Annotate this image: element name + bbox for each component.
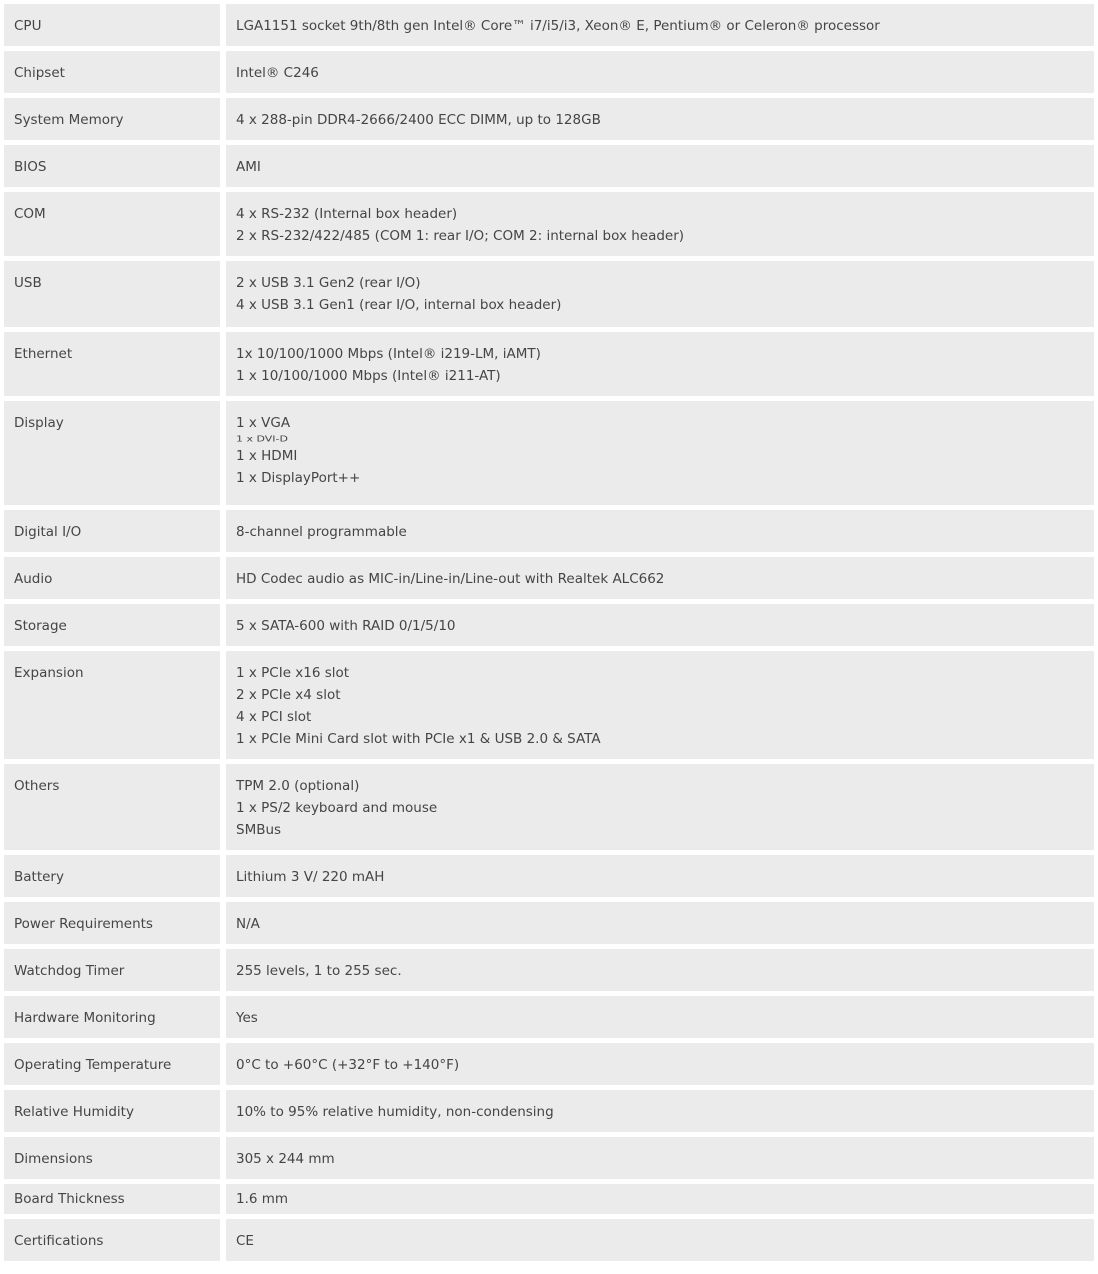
spec-value [226, 192, 1094, 256]
spec-value [226, 902, 1094, 944]
spec-value-line: 1 x VGA [236, 415, 291, 431]
spec-label: Display [4, 401, 220, 505]
spec-label: Watchdog Timer [4, 949, 220, 991]
spec-label: CPU [4, 4, 220, 46]
spec-label: Operating Temperature [4, 1043, 220, 1085]
spec-value-line: 4 x USB 3.1 Gen1 (rear I/O, internal box header) [236, 297, 562, 313]
spec-value-line: LGA1151 socket 9th/8th gen Intel® Core™ i7/i5/i3, Xeon® E, Pentium® or Celeron® processor [236, 18, 880, 34]
spec-value-line: AMI [236, 159, 261, 175]
spec-value-line: 1 x PCIe Mini Card slot with PCIe x1 & USB 2.0 & SATA [236, 731, 601, 747]
spec-label: Certifications [4, 1219, 220, 1261]
spec-table [4, 4, 1094, 1261]
spec-value-line: 305 x 244 mm [236, 1151, 335, 1167]
spec-value [226, 557, 1094, 599]
spec-value [226, 401, 1094, 505]
spec-value-line: Yes [236, 1010, 258, 1026]
spec-value-line: 10% to 95% relative humidity, non-condensing [236, 1104, 554, 1120]
spec-label: Hardware Monitoring [4, 996, 220, 1038]
spec-value [226, 1184, 1094, 1214]
spec-label: System Memory [4, 98, 220, 140]
spec-value [226, 145, 1094, 187]
spec-value [226, 1090, 1094, 1132]
spec-value-line: 2 x PCIe x4 slot [236, 687, 341, 703]
spec-value-line: 4 x PCI slot [236, 709, 312, 725]
spec-label: Dimensions [4, 1137, 220, 1179]
spec-label: Expansion [4, 651, 220, 759]
spec-value [226, 855, 1094, 897]
spec-value [226, 949, 1094, 991]
spec-value-line: CE [236, 1233, 254, 1249]
spec-value [226, 51, 1094, 93]
spec-value-line: SMBus [236, 822, 282, 838]
spec-value [226, 1137, 1094, 1179]
spec-value [226, 1043, 1094, 1085]
spec-value [226, 996, 1094, 1038]
spec-value-line: 8-channel programmable [236, 524, 407, 540]
spec-value [226, 1219, 1094, 1261]
spec-label: Others [4, 764, 220, 850]
spec-value-line: 0°C to +60°C (+32°F to +140°F) [236, 1057, 460, 1073]
spec-value-line: 2 x USB 3.1 Gen2 (rear I/O) [236, 275, 421, 291]
spec-value-line: HD Codec audio as MIC-in/Line-in/Line-out with Realtek ALC662 [236, 571, 665, 587]
spec-value-line: 1 x DisplayPort++ [236, 470, 361, 486]
spec-value-line: TPM 2.0 (optional) [236, 778, 360, 794]
spec-label: Relative Humidity [4, 1090, 220, 1132]
spec-value [226, 651, 1094, 759]
spec-value [226, 604, 1094, 646]
spec-value-line: 1 x 10/100/1000 Mbps (Intel® i211-AT) [236, 368, 501, 384]
spec-value [226, 261, 1094, 327]
spec-value-line: 2 x RS-232/422/485 (COM 1: rear I/O; COM 2: internal box header) [236, 228, 685, 244]
spec-value [226, 764, 1094, 850]
spec-label: Board Thickness [4, 1184, 220, 1214]
spec-value [226, 4, 1094, 46]
spec-value-line: Lithium 3 V/ 220 mAH [236, 869, 385, 885]
spec-value-line: 1 x PS/2 keyboard and mouse [236, 800, 438, 816]
spec-value-line: 1 x DVI-D [236, 434, 288, 443]
spec-label: Ethernet [4, 332, 220, 396]
spec-label: COM [4, 192, 220, 256]
spec-label: USB [4, 261, 220, 327]
spec-label: Chipset [4, 51, 220, 93]
spec-value-line: 1x 10/100/1000 Mbps (Intel® i219-LM, iAMT) [236, 346, 541, 362]
spec-value-line: 5 x SATA-600 with RAID 0/1/5/10 [236, 618, 456, 634]
spec-label: Audio [4, 557, 220, 599]
spec-label: Battery [4, 855, 220, 897]
spec-value [226, 510, 1094, 552]
spec-value-line: Intel® C246 [236, 65, 319, 81]
spec-label: Power Requirements [4, 902, 220, 944]
spec-value [226, 332, 1094, 396]
spec-value-line: 1.6 mm [236, 1191, 289, 1207]
spec-label: Storage [4, 604, 220, 646]
spec-value-line: 4 x RS-232 (Internal box header) [236, 206, 458, 222]
spec-label: BIOS [4, 145, 220, 187]
spec-label: Digital I/O [4, 510, 220, 552]
spec-value-line: 1 x PCIe x16 slot [236, 665, 350, 681]
spec-value-line: N/A [236, 916, 260, 932]
spec-value-line: 1 x HDMI [236, 448, 298, 464]
spec-value-line: 255 levels, 1 to 255 sec. [236, 963, 402, 979]
spec-value [226, 98, 1094, 140]
spec-value-line: 4 x 288-pin DDR4-2666/2400 ECC DIMM, up to 128GB [236, 112, 601, 128]
